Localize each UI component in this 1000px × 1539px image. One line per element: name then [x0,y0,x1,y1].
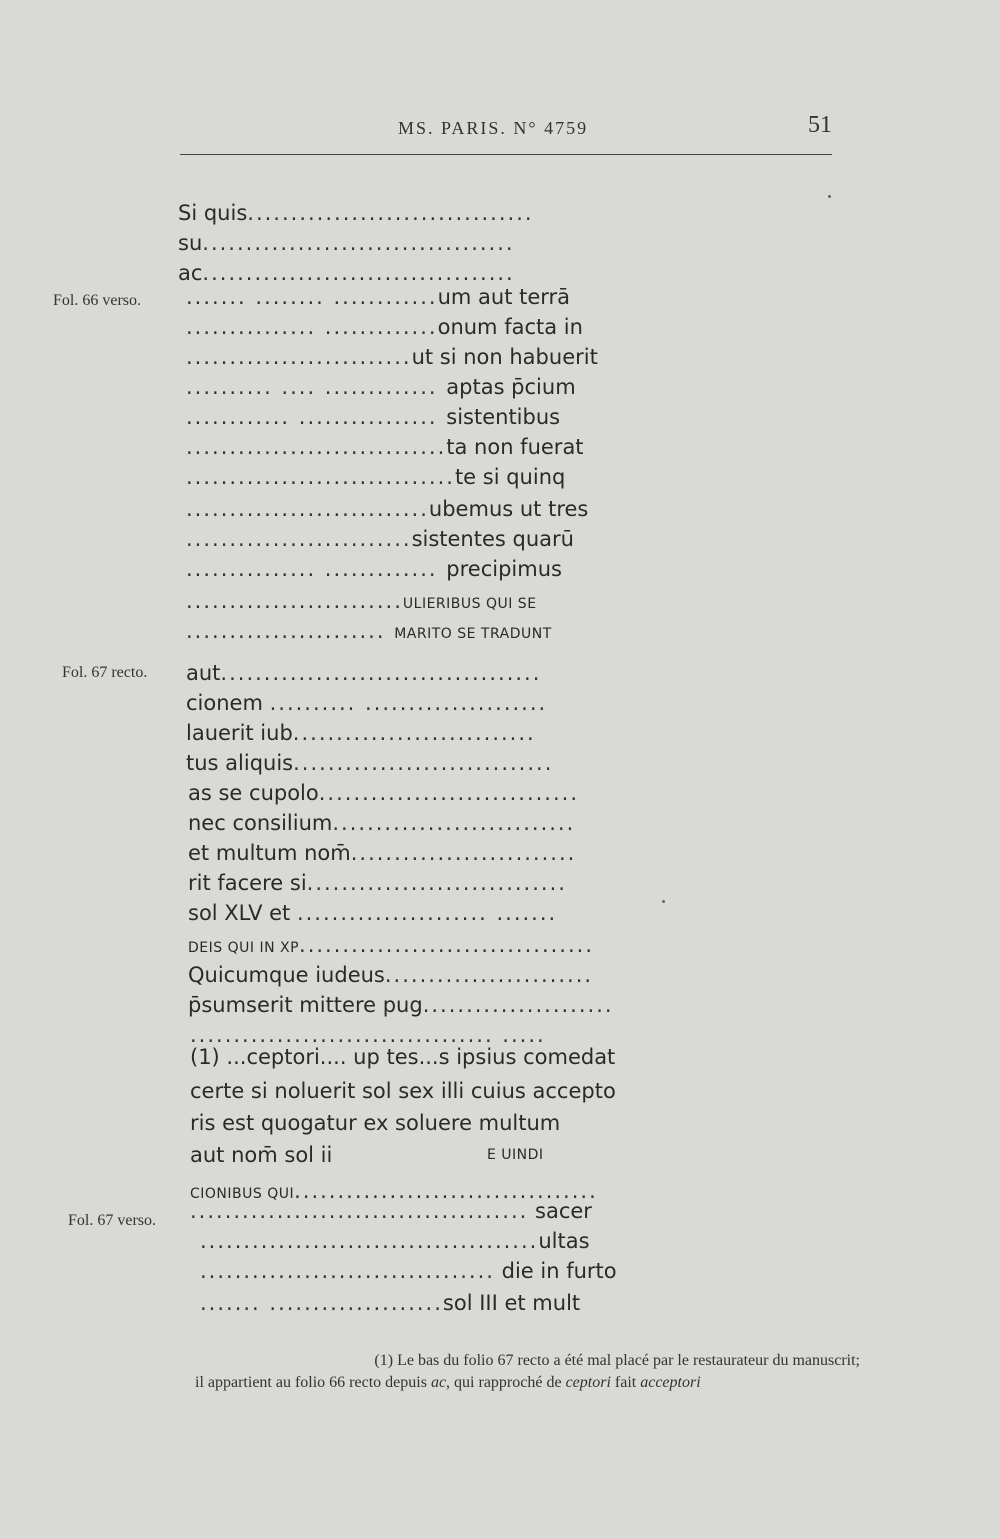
running-head-title: MS. PARIS. N° 4759 [398,118,589,138]
line-text: MARITO SE TRADUNT [394,626,552,642]
transcription-line [186,588,537,617]
transcription-line [178,200,534,226]
transcription-line [188,992,614,1018]
footnote-term-acceptori: acceptori [640,1374,701,1391]
transcription-line [188,810,575,836]
lacuna-dots: ............................ [292,721,536,745]
lacuna-dots: ........................ [384,963,594,987]
transcription-line [188,870,567,896]
transcription-line [188,900,557,926]
line-text: precipimus [446,557,562,581]
line-text: onum facta in [437,315,583,339]
transcription-line [190,1110,560,1136]
transcription-line [186,464,565,490]
lacuna-dots: ...................... ....... [296,901,558,925]
transcription-line [186,284,570,310]
transcription-line [186,526,574,552]
line-text: et multum nom̄ [188,841,351,865]
lacuna-dots: ....... ........ ............ [186,285,438,309]
transcription-line [190,1198,592,1224]
line-text: aptas p̄cium [446,375,576,399]
transcription-line [200,1290,580,1316]
transcription-line [190,1078,616,1104]
lacuna-dots: ...................... [422,993,614,1017]
lacuna-dots: ....................... [186,619,395,643]
transcription-line [190,1044,615,1070]
line-text: Quicumque iudeus [188,963,385,987]
transcription-line [178,230,515,256]
line-text: p̄sumserit mittere pug [188,993,423,1017]
lacuna-dots: .............................. [318,781,580,805]
line-text: DEIS QUI IN XP [188,940,300,956]
paper-speck [828,195,831,198]
transcription-line [188,780,579,806]
line-text: su [178,231,203,255]
lacuna-dots: .......................... [350,841,577,865]
transcription-line [190,1142,332,1168]
transcription-line [186,618,552,647]
footnote-line-2 [195,1372,860,1394]
lacuna-dots: .............................. [306,871,567,895]
paper-speck [662,900,665,903]
lacuna-dots: ....................................... [190,1199,529,1223]
footnote-text-c: fait [610,1374,641,1391]
transcription-line [186,434,584,460]
lacuna-dots: ................................. [247,201,534,225]
line-text: ULIERIBUS QUI SE [402,596,537,612]
lacuna-dots: .......... ..................... [269,691,548,715]
line-text: ut si non habuerit [411,345,598,369]
line-text: te si quinq [454,465,566,489]
transcription-line [186,690,547,716]
line-text: as se cupolo [188,781,319,805]
transcription-line [188,962,593,988]
lacuna-dots: ............................ [332,811,576,835]
line-text: aut nom̄ sol ii [190,1143,333,1167]
lacuna-dots: .............................. [186,435,447,459]
transcription-line [186,556,562,582]
line-text: tus aliquis [186,751,294,775]
footnote [195,1350,860,1394]
line-text: sistentibus [446,405,561,429]
line-text: sol XLV et [188,901,297,925]
lacuna-dots: ......................... [186,589,403,613]
line-text: (1) ...ceptori.... up tes...s ipsius comedat [190,1045,616,1069]
footnote-line-1: (1) Le bas du folio 67 recto a été mal placé par le restaurateur du manuscrit; [374,1352,860,1369]
transcription-line [188,840,576,866]
transcription-line [186,720,536,746]
lacuna-dots: ..................................... [220,661,542,685]
annotation-e-uindi: E UINDI [487,1147,544,1163]
lacuna-dots: ............ ................ [186,405,447,429]
lacuna-dots: .......... .... ............. [186,375,447,399]
lacuna-dots: ............................ [186,497,429,521]
transcription-line [186,404,560,430]
line-text: aut [186,661,221,685]
transcription-line [186,496,588,522]
line-text: Si quis [178,201,248,225]
line-text: ac [178,261,203,285]
lacuna-dots: .................................. [299,933,594,957]
line-text: CIONIBUS QUI [190,1186,295,1202]
transcription-line [200,1258,617,1284]
header-rule [180,154,832,155]
lacuna-dots: .................................. [200,1259,495,1283]
transcription-line [186,750,553,776]
footnote-text-a: il appartient au folio 66 recto depuis [195,1374,431,1391]
lacuna-dots: ................................... [294,1179,598,1203]
line-text: sacer [528,1199,592,1223]
lacuna-dots: ....................................... [200,1229,539,1253]
line-text: sistentes quarū [411,527,574,551]
lacuna-dots: ............... ............. [186,557,447,581]
transcription-line [200,1228,590,1254]
footnote-text-b: , qui rapproché de [446,1374,566,1391]
lacuna-dots: .............................. [293,751,554,775]
lacuna-dots: .......................... [186,345,412,369]
lacuna-dots: ............... ............. [186,315,438,339]
transcription-line [188,932,594,961]
line-text: lauerit iub [186,721,293,745]
lacuna-dots: ................................... ..... [190,1023,546,1047]
line-text: ta non fuerat [446,435,584,459]
line-text: um aut terrā [437,285,571,309]
transcription-line [186,660,541,686]
lacuna-dots: .......................... [186,527,412,551]
footnote-term-ceptori: ceptori [565,1374,611,1391]
line-text: certe si noluerit sol sex illi cuius accepto [190,1079,616,1103]
transcription-line [186,374,576,400]
margin-note-fol-67-recto: Fol. 67 recto. [62,664,148,681]
line-text: nec consilium [188,811,333,835]
line-text: ultas [538,1229,590,1253]
lacuna-dots: ............................... [186,465,455,489]
margin-note-fol-66-verso: Fol. 66 verso. [53,292,141,309]
margin-note-fol-67-verso: Fol. 67 verso. [68,1212,156,1229]
lacuna-dots: ....... .................... [200,1291,443,1315]
transcription-line [186,314,583,340]
lacuna-dots: .................................... [202,261,515,285]
line-text: rit facere si [188,871,307,895]
line-text: cionem [186,691,270,715]
lacuna-dots: .................................... [202,231,515,255]
line-text: die in furto [494,1259,617,1283]
line-text: ris est quogatur ex soluere multum [190,1111,561,1135]
page-number: 51 [808,112,832,138]
line-text: sol III et mult [442,1291,581,1315]
line-text: ubemus ut tres [428,497,589,521]
footnote-term-ac: ac [430,1374,447,1391]
transcription-line [178,260,515,286]
transcription-line [186,344,598,370]
